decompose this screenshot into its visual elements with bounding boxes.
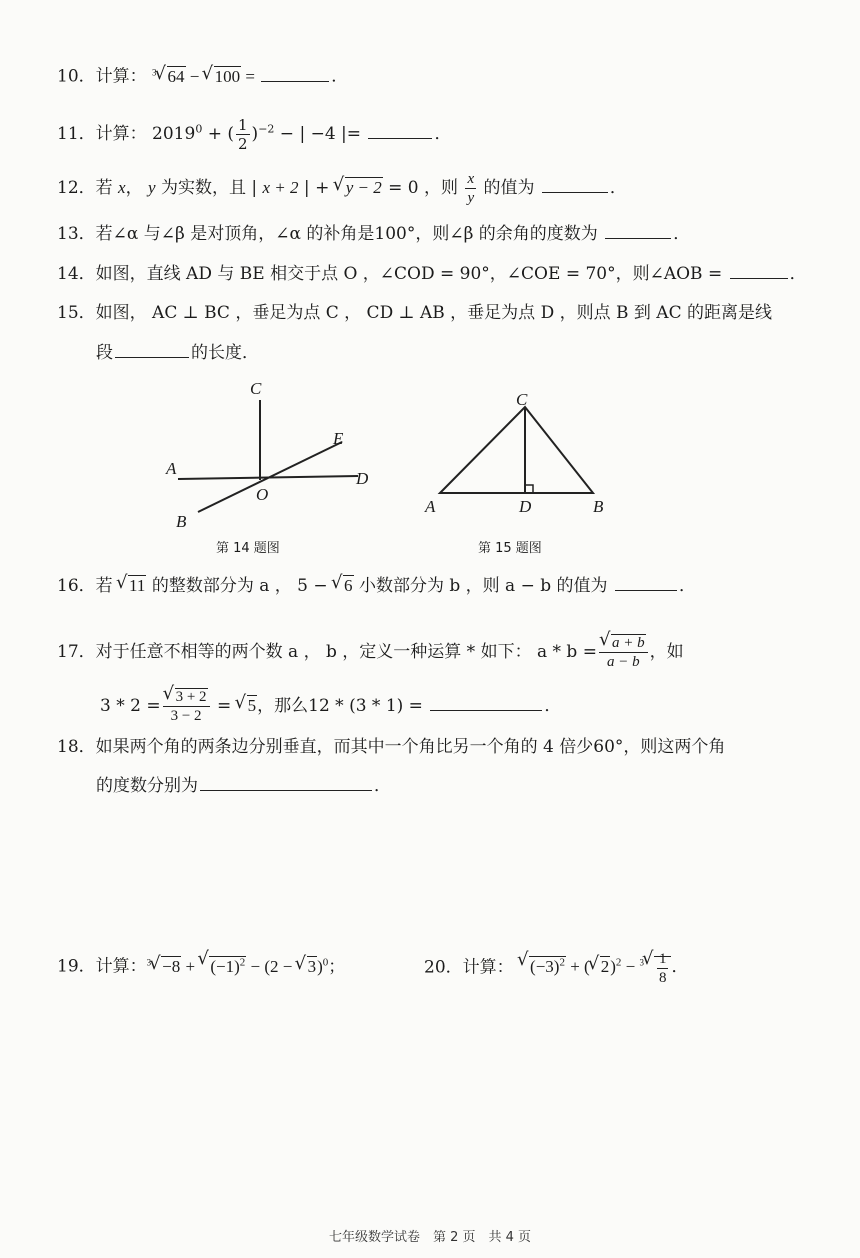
expression-rest: − | −4 |= bbox=[274, 124, 367, 144]
page-footer: 七年级数学试卷 第 2 页 共 4 页 bbox=[328, 1230, 532, 1245]
answer-blank[interactable] bbox=[200, 774, 372, 791]
question-number: 17． bbox=[57, 642, 96, 662]
square-root bbox=[204, 65, 242, 89]
answer-blank[interactable] bbox=[115, 341, 189, 358]
radicand: 5 bbox=[247, 696, 257, 715]
question-number: 12． bbox=[57, 178, 96, 198]
period: ． bbox=[544, 696, 562, 716]
denominator: 8 bbox=[658, 970, 667, 986]
question-17 bbox=[57, 634, 684, 671]
period: ． bbox=[673, 224, 691, 244]
answer-blank[interactable] bbox=[430, 694, 542, 711]
label-D: D bbox=[519, 497, 532, 516]
radicand: 2 bbox=[600, 957, 610, 977]
operator: − bbox=[621, 957, 640, 977]
text: | + bbox=[298, 178, 335, 198]
figure-14-caption: 第 14 题图 bbox=[216, 541, 280, 556]
question-18 bbox=[57, 735, 725, 759]
label-B: B bbox=[176, 512, 187, 531]
radicand: −8 bbox=[162, 956, 181, 976]
denominator: y bbox=[467, 190, 475, 206]
label-C: C bbox=[516, 390, 528, 409]
radicand: 100 bbox=[214, 66, 241, 86]
period: ． bbox=[434, 124, 452, 144]
abs-expr: x + 2 bbox=[262, 178, 299, 197]
question-text: 如图， AC ⊥ BC ，垂足为点 C ， CD ⊥ AB ，垂足为点 D ，则点 B 到 AC 的距离是线 bbox=[95, 303, 772, 323]
text: 对于任意不相等的两个数 a ， b ，定义一种运算 * 如下： a * b = bbox=[95, 642, 597, 662]
text: 小数部分为 b ，则 a − b 的值为 bbox=[353, 576, 608, 596]
text: = 0 ，则 bbox=[382, 178, 464, 198]
operator: + ( bbox=[202, 124, 234, 144]
answer-blank[interactable] bbox=[261, 65, 329, 82]
fraction bbox=[163, 688, 210, 725]
question-17-line2 bbox=[100, 688, 561, 725]
operator: + ( bbox=[565, 957, 590, 977]
question-text: 计算： bbox=[95, 956, 147, 977]
numerator: √ 1 bbox=[658, 951, 667, 967]
period: ． bbox=[678, 576, 696, 596]
answer-blank[interactable] bbox=[615, 574, 677, 591]
question-number: 20． bbox=[424, 957, 463, 978]
cube-root bbox=[644, 950, 672, 987]
figure-15-caption: 第 15 题图 bbox=[478, 541, 542, 556]
label-A: A bbox=[166, 459, 177, 478]
text: 若 bbox=[95, 576, 119, 596]
question-number: 14． bbox=[57, 264, 96, 284]
text: ，如 bbox=[649, 642, 684, 662]
figure-15 bbox=[415, 385, 625, 525]
answer-blank[interactable] bbox=[542, 176, 608, 193]
figure-14 bbox=[150, 372, 400, 552]
operator: − (2 − bbox=[246, 956, 297, 976]
text: 3 * 2 = bbox=[100, 696, 161, 716]
triangle-ABC bbox=[440, 407, 593, 493]
period: ． bbox=[609, 178, 627, 198]
label-B: B bbox=[593, 497, 604, 516]
text: 的值为 bbox=[478, 178, 535, 198]
square-root bbox=[237, 694, 258, 718]
var-x: x bbox=[118, 178, 126, 197]
question-number: 11． bbox=[57, 124, 96, 144]
square-root bbox=[333, 574, 354, 598]
exponent: 0 bbox=[195, 122, 203, 136]
text: 若 bbox=[95, 178, 119, 198]
exponent: 0 bbox=[322, 956, 329, 968]
semicolon: ； bbox=[328, 956, 346, 976]
right-angle-mark bbox=[525, 485, 533, 493]
radicand: 11 bbox=[129, 576, 146, 595]
question-text: 若∠α 与∠β 是对顶角，∠α 的补角是100°，则∠β 的余角的度数为 bbox=[95, 224, 598, 244]
question-15 bbox=[57, 301, 772, 325]
label-E: E bbox=[333, 429, 344, 448]
square-root bbox=[519, 951, 566, 980]
label-A: A bbox=[425, 497, 436, 516]
question-number: 10． bbox=[57, 66, 96, 87]
question-10 bbox=[57, 60, 348, 89]
radicand: 3 + 2 bbox=[175, 689, 207, 705]
radicand: 64 bbox=[167, 66, 185, 86]
radicand: (−1) bbox=[210, 956, 240, 976]
question-19: 19．计算：$^3$√ −8 + √ $(-1)^2 - (2$ − √ 3)$^0$； bbox=[57, 950, 345, 979]
square-root bbox=[118, 574, 146, 598]
cube-root bbox=[151, 955, 181, 979]
question-13 bbox=[57, 222, 690, 246]
question-text: 段 bbox=[96, 343, 113, 363]
question-16 bbox=[57, 574, 696, 598]
exponent: −2 bbox=[258, 122, 275, 136]
question-text: 的长度． bbox=[191, 343, 259, 363]
fraction bbox=[236, 116, 250, 153]
question-number: 16． bbox=[57, 576, 96, 596]
period: ． bbox=[331, 66, 349, 87]
square-root bbox=[590, 955, 611, 979]
label-O: O bbox=[256, 485, 269, 504]
question-text: 如果两个角的两条边分别垂直，而其中一个角比另一个角的 4 倍少60°，则这两个角 bbox=[95, 737, 726, 757]
fraction bbox=[465, 170, 476, 207]
question-text: 计算： 2019 bbox=[95, 124, 196, 144]
denominator: 3 − 2 bbox=[170, 708, 202, 724]
radicand: (−3) bbox=[530, 957, 560, 977]
question-12 bbox=[57, 170, 627, 207]
fraction bbox=[599, 634, 648, 671]
radicand: a + b bbox=[611, 635, 645, 651]
exponent: 2 bbox=[559, 956, 565, 969]
cube-root bbox=[157, 65, 186, 89]
question-11: 11．计算： $2019^0$ + ( $\frac{1}{2}$ )$^{-2}$ − | −4 |= ． bbox=[57, 116, 452, 153]
question-14 bbox=[57, 262, 807, 286]
question-text: 计算： bbox=[462, 957, 520, 978]
radicand: 6 bbox=[344, 576, 353, 595]
period: ． bbox=[374, 776, 391, 796]
var-y: y bbox=[148, 178, 156, 197]
square-root bbox=[335, 176, 383, 200]
numerator: 1 bbox=[238, 116, 248, 134]
label-D: D bbox=[356, 469, 369, 488]
question-text: 计算： bbox=[95, 66, 147, 87]
fraction bbox=[657, 950, 669, 987]
text: ) bbox=[317, 956, 323, 976]
answer-blank[interactable] bbox=[730, 262, 788, 279]
question-15-line2 bbox=[96, 341, 259, 365]
text: = bbox=[211, 696, 237, 716]
text: ) bbox=[610, 957, 616, 977]
expression: $^3$√ 64 − √ 100 = bbox=[152, 67, 259, 86]
square-root bbox=[601, 634, 646, 652]
text: ， bbox=[125, 178, 148, 198]
equals: = bbox=[241, 66, 260, 86]
question-number: 19． bbox=[57, 956, 96, 977]
square-root bbox=[165, 688, 208, 706]
question-number: 18． bbox=[57, 737, 96, 757]
operator: + bbox=[181, 956, 200, 976]
exponent: 2 bbox=[239, 956, 246, 968]
label-C: C bbox=[250, 379, 262, 398]
question-20: 20．计算： √ $(-3)^2$ + (√ 2)$^2$ − $^3$ √ $\frac{1}{8}$ ． bbox=[424, 950, 688, 987]
denominator: a − b bbox=[606, 654, 640, 670]
operator: − bbox=[185, 66, 204, 86]
answer-blank[interactable] bbox=[368, 122, 432, 139]
radicand: y − 2 bbox=[345, 178, 382, 197]
text: 为实数，且 | bbox=[155, 178, 263, 198]
period: ． bbox=[671, 957, 689, 977]
question-18-line2 bbox=[96, 774, 391, 798]
numerator: x bbox=[467, 171, 475, 187]
denominator: 2 bbox=[238, 135, 248, 153]
question-number: 13． bbox=[57, 224, 96, 244]
question-number: 15． bbox=[57, 303, 96, 323]
answer-blank[interactable] bbox=[605, 222, 671, 239]
radicand: 3 bbox=[307, 956, 317, 976]
question-text: 如图，直线 AD 与 BE 相交于点 O ，∠COD = 90°，∠COE = 70°，则∠AOB = bbox=[95, 264, 723, 284]
text: 的整数部分为 a ， 5 − bbox=[146, 576, 334, 596]
question-text: 的度数分别为 bbox=[96, 776, 198, 796]
exponent: 2 bbox=[615, 956, 622, 969]
text: ，那么12 * (3 * 1) = bbox=[257, 696, 423, 716]
square-root bbox=[199, 950, 246, 979]
period: ． bbox=[789, 264, 807, 284]
square-root bbox=[297, 955, 318, 979]
